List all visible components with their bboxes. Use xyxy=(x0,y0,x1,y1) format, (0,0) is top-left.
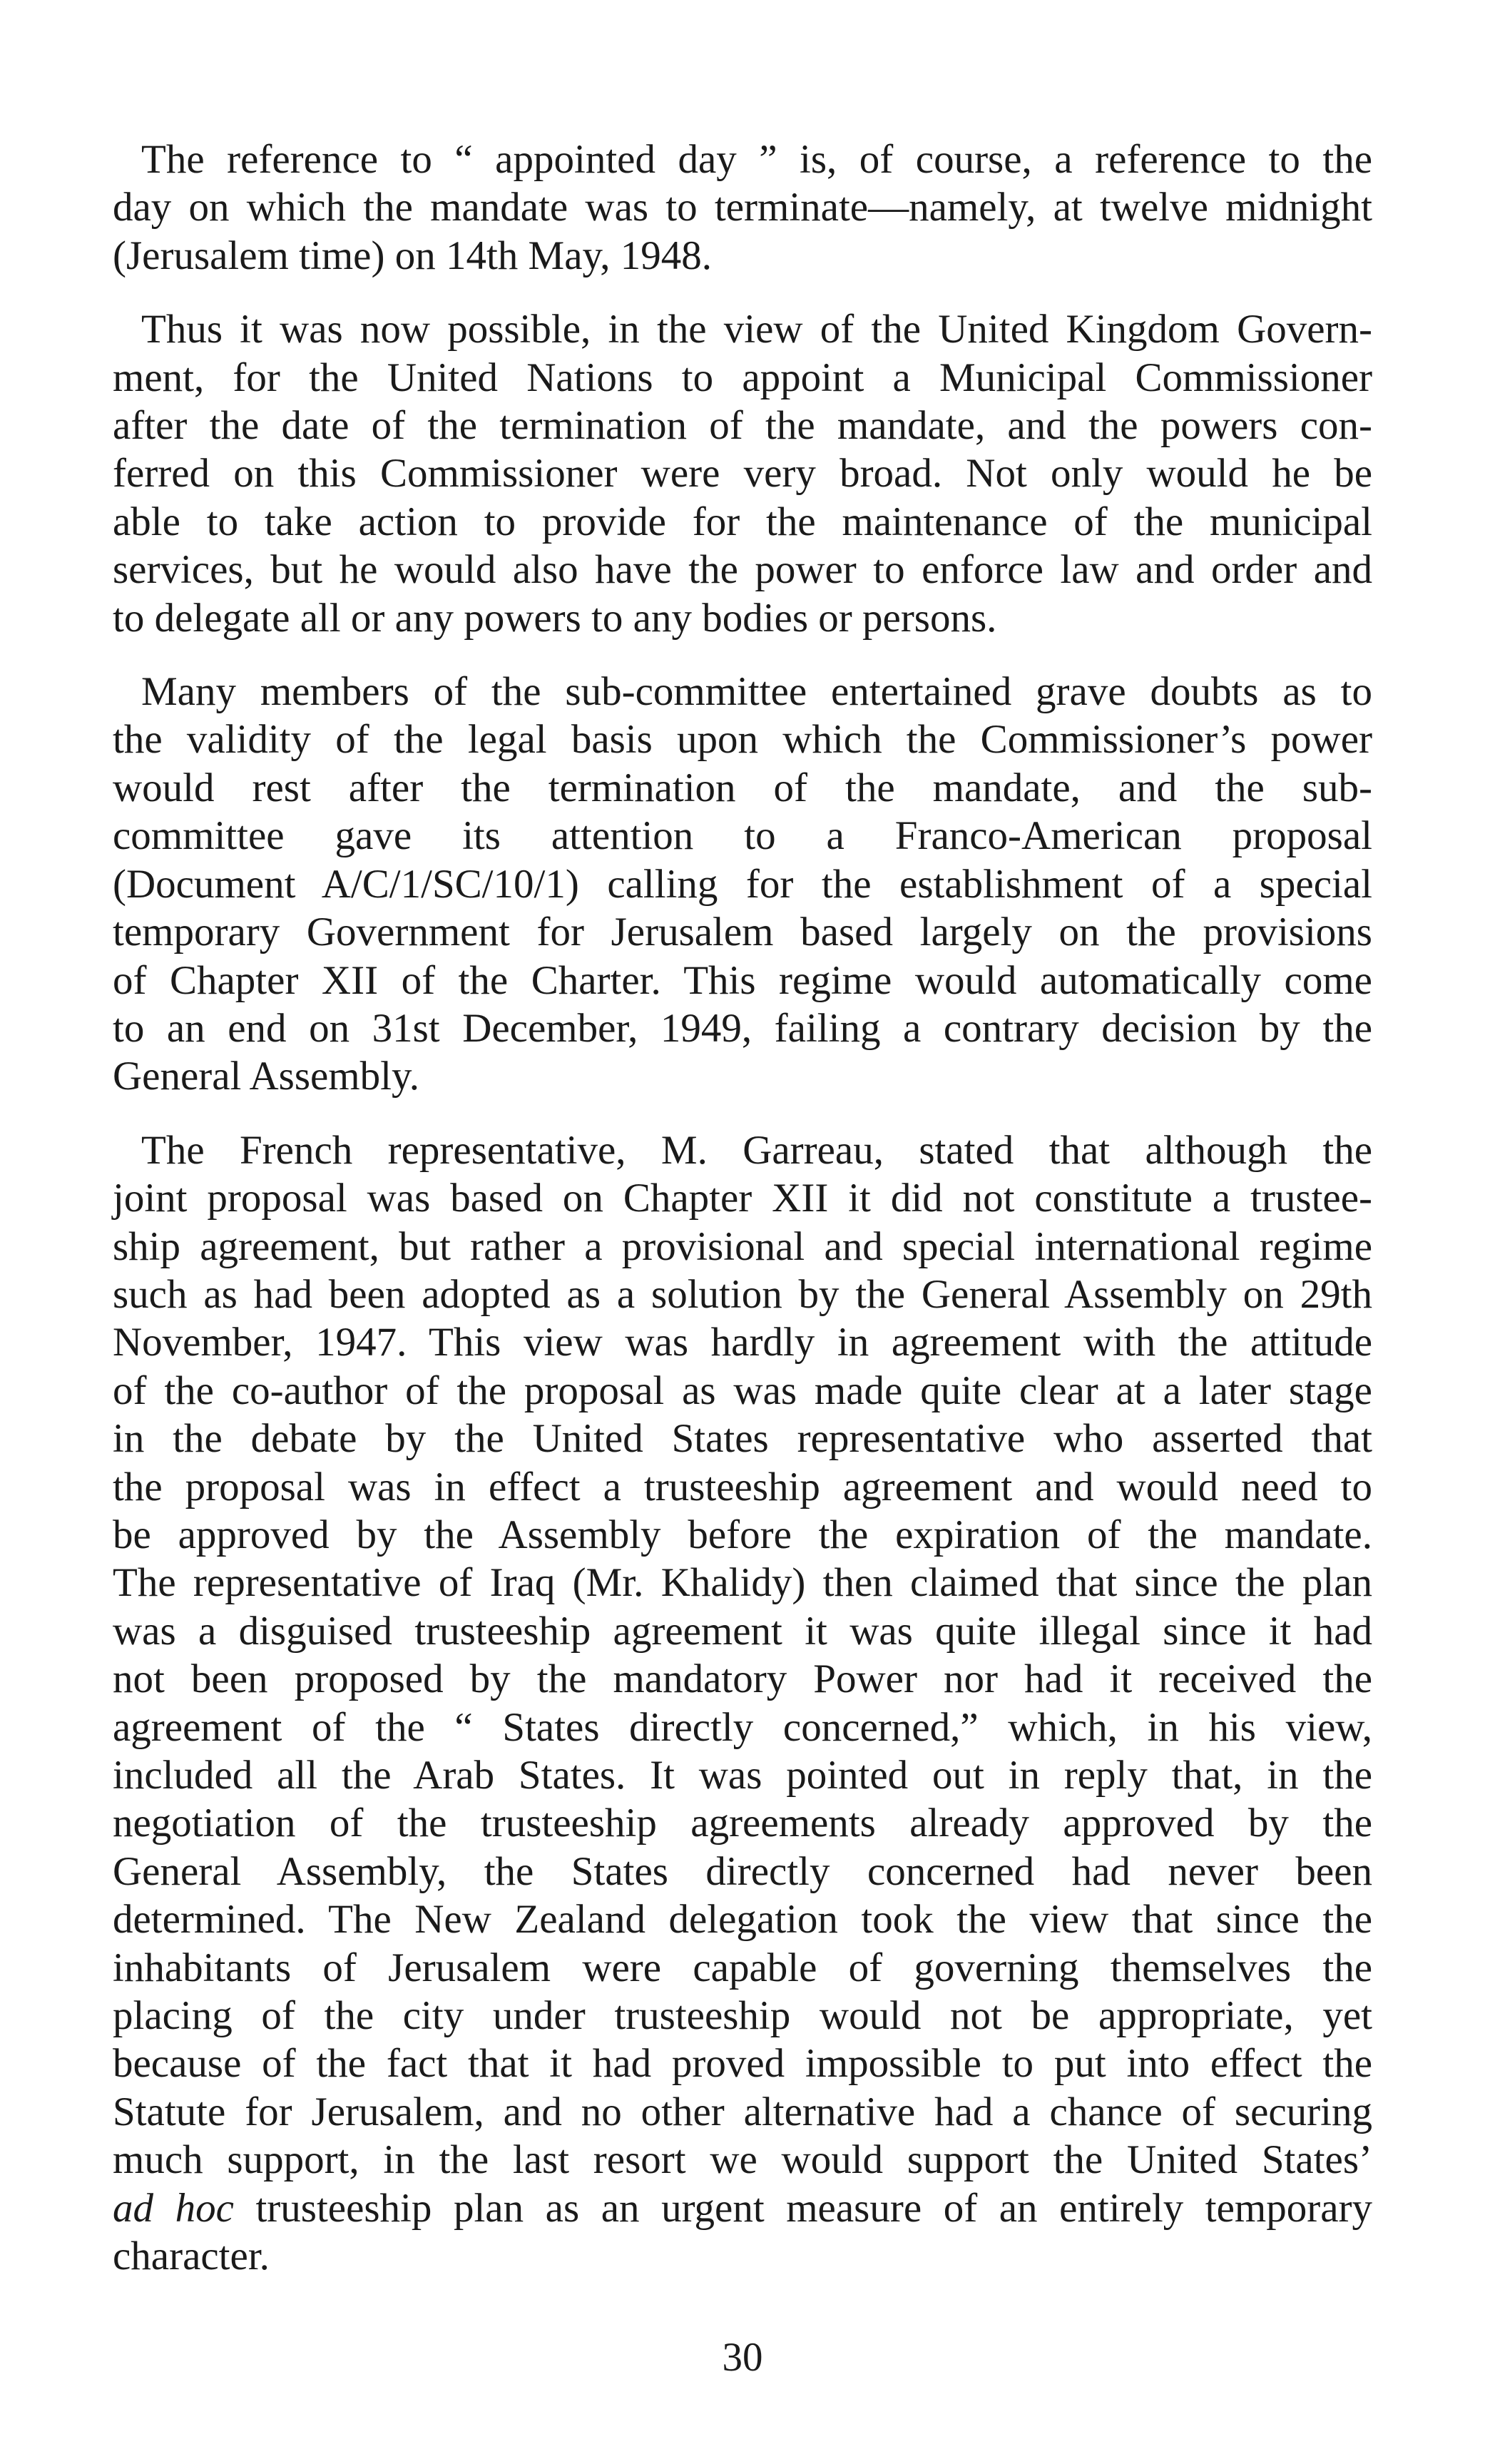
text-line: Many members of the sub-committee entertained grave doubts as to xyxy=(141,669,1372,715)
text-line: not been proposed by the mandatory Power nor had it received the xyxy=(113,1656,1372,1702)
text-line: The representative of Iraq (Mr. Khalidy) then claimed that since the plan xyxy=(113,1560,1372,1606)
text-line: services, but he would also have the power to enforce law and order and xyxy=(113,547,1372,593)
text-line: to an end on 31st December, 1949, failing a contrary decision by the xyxy=(113,1005,1372,1051)
text-line: because of the fact that it had proved impossible to put into effect the xyxy=(113,2041,1372,2087)
text-line: such as had been adopted as a solution by the General Assembly on 29th xyxy=(113,1271,1372,1317)
text-line: committee gave its attention to a Franco-American proposal xyxy=(113,813,1372,859)
text-line: (Document A/C/1/SC/10/1) calling for the establishment of a special xyxy=(113,861,1372,907)
text-line: much support, in the last resort we would support the United States’ xyxy=(113,2137,1372,2183)
text-line: The reference to “ appointed day ” is, of course, a reference to the xyxy=(141,137,1372,182)
text-line: negotiation of the trusteeship agreements already approved by the xyxy=(113,1801,1372,1846)
text-line: inhabitants of Jerusalem were capable of governing themselves the xyxy=(113,1945,1372,1990)
text-line: character. xyxy=(113,2234,270,2279)
text-line: agreement of the “ States directly concerned,” which, in his view, xyxy=(113,1704,1372,1750)
paragraph xyxy=(113,305,1372,642)
text-line: of the co-author of the proposal as was made quite clear at a later stage xyxy=(113,1368,1372,1413)
text-line: ship agreement, but rather a provisional and special international regime xyxy=(113,1223,1372,1269)
text-line: day on which the mandate was to terminate—namely, at twelve midnight xyxy=(113,185,1372,230)
text-line: after the date of the termination of the mandate, and the powers con- xyxy=(113,403,1372,449)
page-number: 30 xyxy=(722,2335,763,2380)
paragraph xyxy=(113,668,1372,1101)
paragraph xyxy=(113,1126,1372,2281)
italic-phrase: ad hoc xyxy=(113,2185,234,2231)
text-line: November, 1947. This view was hardly in agreement with the attitude xyxy=(113,1320,1372,1365)
text-line: was a disguised trusteeship agreement it was quite illegal since it had xyxy=(113,1608,1372,1654)
text-line: The French representative, M. Garreau, stated that although the xyxy=(141,1127,1372,1173)
text-line: General Assembly. xyxy=(113,1054,420,1099)
text-line: joint proposal was based on Chapter XII it did not constitute a trustee- xyxy=(113,1176,1372,1221)
text-line: temporary Government for Jerusalem based largely on the provisions xyxy=(113,910,1372,955)
line-rest: trusteeship plan as an urgent measure of an entirely temporary xyxy=(233,2185,1372,2231)
text-line: ferred on this Commissioner were very broad. Not only would he be xyxy=(113,451,1372,497)
text-line: placing of the city under trusteeship would not be appropriate, yet xyxy=(113,1993,1372,2039)
text-line: would rest after the termination of the mandate, and the sub- xyxy=(113,765,1372,810)
text-line: to delegate all or any powers to any bodies or persons. xyxy=(113,595,997,641)
body-text xyxy=(113,136,1372,2306)
text-line: able to take action to provide for the maintenance of the municipal xyxy=(113,499,1372,544)
text-line: Thus it was now possible, in the view of the United Kingdom Govern- xyxy=(141,307,1372,352)
text-line: included all the Arab States. It was pointed out in reply that, in the xyxy=(113,1753,1372,1798)
text-line: in the debate by the United States representative who asserted that xyxy=(113,1416,1372,1462)
text-line: ment, for the United Nations to appoint a Municipal Commissioner xyxy=(113,355,1372,400)
text-line: determined. The New Zealand delegation took the view that since the xyxy=(113,1897,1372,1943)
text-line: be approved by the Assembly before the expiration of the mandate. xyxy=(113,1512,1372,1557)
text-line: Statute for Jerusalem, and no other alternative had a chance of securing xyxy=(113,2089,1372,2134)
text-line: (Jerusalem time) on 14th May, 1948. xyxy=(113,233,713,278)
text-line xyxy=(113,2184,1372,2232)
text-line: General Assembly, the States directly concerned had never been xyxy=(113,1848,1372,1894)
text-line: the proposal was in effect a trusteeship agreement and would need to xyxy=(113,1464,1372,1510)
paragraph xyxy=(113,136,1372,280)
text-line: of Chapter XII of the Charter. This regime would automatically come xyxy=(113,957,1372,1003)
text-line: the validity of the legal basis upon which the Commissioner’s power xyxy=(113,717,1372,763)
